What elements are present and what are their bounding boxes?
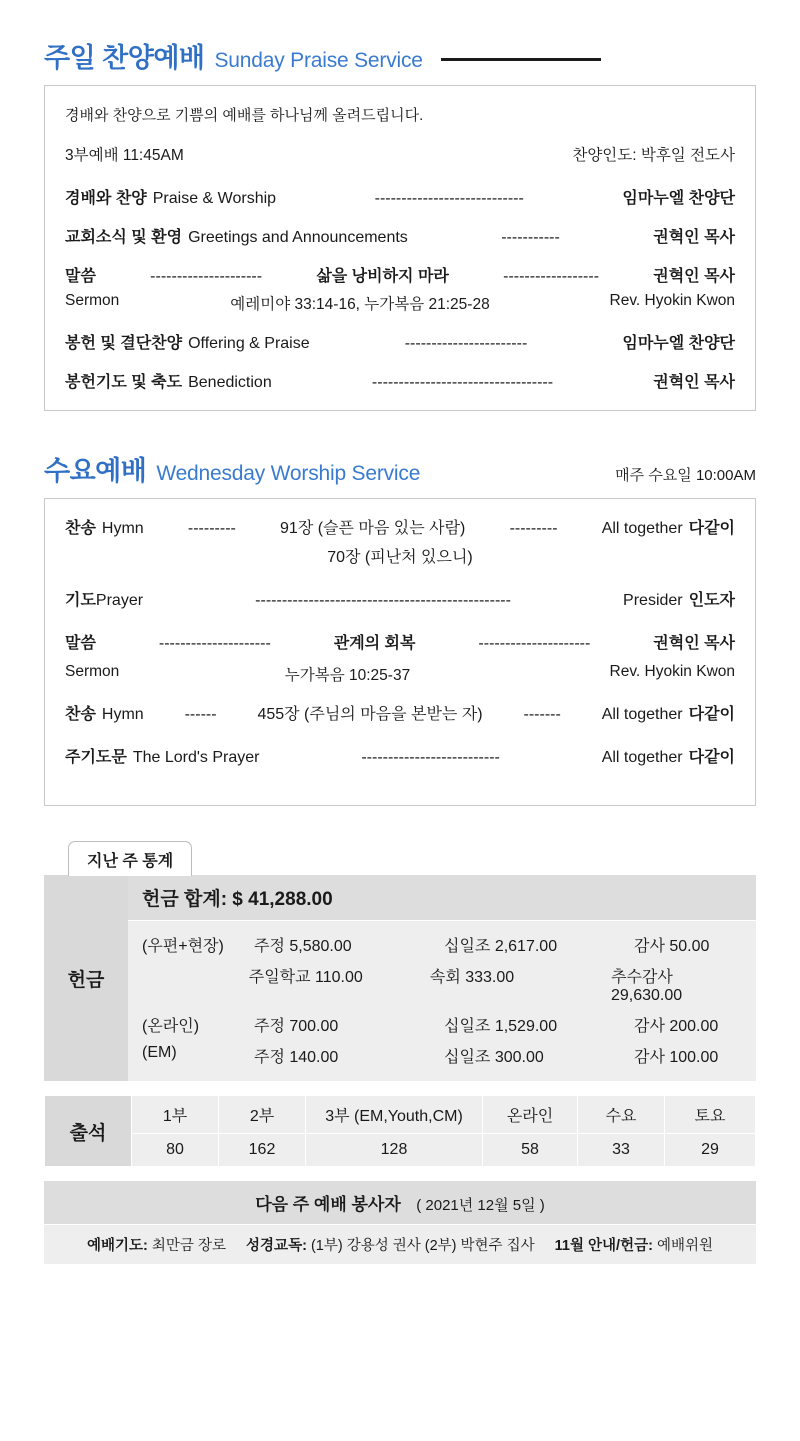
wed-sermon-dots1: --------------------- (158, 635, 271, 652)
stats-tab-label: 지난 주 통계 (68, 841, 192, 876)
sunday-service-box (44, 85, 756, 411)
attendance-side-label: 출석 (45, 1096, 132, 1167)
sunday-sermon-label: Sermon (65, 292, 120, 309)
volunteers-title-row (44, 1181, 756, 1225)
attendance-header-cell: 토요 (665, 1096, 756, 1134)
volunteer-value-usher: 예배위원 (656, 1238, 713, 1254)
offering-row-c3: 감사 50.00 (634, 938, 710, 955)
wed-hymn2-en: Hymn (101, 706, 144, 723)
wed-hymn1-continued: 70장 (피난처 있으니) (327, 549, 473, 566)
sunday-service-heading (44, 36, 756, 75)
order-item-greetings-who: 권혁인 목사 (653, 229, 735, 246)
order-item-sermon-dots1: --------------------- (150, 268, 263, 285)
order-item-greetings-ko: 교회소식 및 환영 (65, 229, 183, 246)
order-item-praise-ko: 경배와 찬양 (65, 190, 147, 207)
offering-row-c2: 십일조 1,529.00 (444, 1018, 558, 1035)
volunteers-title: 다음 주 예배 봉사자 (255, 1195, 401, 1214)
offering-row-key: (우편+현장) (142, 938, 224, 955)
wed-lords-prayer-who-ko: 다같이 (688, 749, 735, 766)
wednesday-time-note: 매주 수요일 10:00AM (615, 467, 756, 484)
heading-rule (441, 58, 601, 61)
order-item-sermon-dots2: ------------------ (503, 268, 600, 285)
sunday-praise-leader: 찬양인도: 박후일 전도사 (572, 147, 735, 164)
wed-item-sermon (65, 630, 735, 653)
order-item-greetings-dots: ----------- (501, 229, 560, 246)
offering-table (44, 875, 756, 1081)
sunday-sermon-scripture: 예레미야 33:14-16, 누가복음 21:25-28 (230, 296, 490, 313)
order-item-benediction (65, 369, 735, 392)
order-item-sermon-title: 삶을 낭비하지 마라 (316, 268, 449, 285)
wed-hymn2-dots2: ------- (523, 706, 561, 723)
attendance-header-cell: 1부 (132, 1096, 219, 1134)
stats-section (44, 840, 756, 1264)
wednesday-title-en: Wednesday Worship Service (156, 462, 421, 485)
wed-prayer-dots: ------------------------------------------------ (255, 592, 511, 609)
offering-row-key: (EM) (142, 1044, 177, 1061)
wed-sermon-who: 권혁인 목사 (653, 635, 736, 652)
order-item-benediction-en: Benediction (188, 374, 272, 391)
order-item-benediction-dots: ---------------------------------- (371, 374, 554, 391)
wed-item-hymn2 (65, 701, 735, 724)
order-item-greetings (65, 224, 735, 247)
volunteers-section (44, 1181, 756, 1264)
offering-row-c3: 추수감사 29,630.00 (610, 969, 683, 1004)
sunday-intro-text: 경배와 찬양으로 기쁨의 예배를 하나님께 올려드립니다. (65, 107, 424, 124)
offering-row-c2: 십일조 300.00 (444, 1049, 544, 1066)
order-item-praise-who: 임마누엘 찬양단 (622, 190, 735, 207)
wed-lords-prayer-en: The Lord's Prayer (132, 749, 260, 766)
offering-rows (128, 921, 756, 1081)
wed-prayer-who-en: Presider (623, 592, 683, 609)
attendance-table (44, 1095, 756, 1167)
attendance-header-cell: 3부 (EM,Youth,CM) (306, 1096, 483, 1134)
sunday-sermon-detail (65, 292, 735, 314)
attendance-header-cell: 수요 (578, 1096, 665, 1134)
attendance-header-cell: 온라인 (483, 1096, 578, 1134)
wed-hymn1-who-ko: 다같이 (688, 520, 736, 537)
wed-hymn1-dots2: --------- (509, 520, 558, 537)
wed-lords-prayer-who-en: All together (601, 749, 683, 766)
wed-hymn2-ko: 찬송 (65, 706, 96, 723)
volunteer-value-scripture: (1부) 강용성 권사 (2부) 박현주 집사 (310, 1238, 535, 1254)
order-item-praise (65, 185, 735, 208)
sunday-sermon-preacher: Rev. Hyokin Kwon (609, 292, 735, 309)
sunday-service-time: 3부예배 11:45AM (65, 147, 184, 164)
wed-prayer-who-ko: 인도자 (688, 592, 735, 609)
wed-item-hymn1 (65, 515, 735, 538)
offering-row-c3: 감사 100.00 (634, 1049, 719, 1066)
wed-hymn2-title: 455장 (주님의 마음을 본받는 자) (257, 706, 483, 723)
order-item-offering-who: 임마누엘 찬양단 (622, 335, 735, 352)
offering-row (142, 929, 742, 960)
wednesday-service-heading (44, 449, 756, 488)
wed-item-prayer (65, 587, 735, 610)
offering-row-c2: 십일조 2,617.00 (444, 938, 558, 955)
volunteers-date: ( 2021년 12월 5일 ) (416, 1197, 545, 1214)
wed-hymn1-title: 91장 (슬픈 마음 있는 사람) (280, 520, 466, 537)
wed-hymn2-who-en: All together (601, 706, 683, 723)
volunteer-label-scripture: 성경교독: (246, 1238, 307, 1254)
offering-row-key: (온라인) (142, 1018, 200, 1035)
attendance-value-cell: 58 (483, 1134, 578, 1167)
attendance-value-cell: 33 (578, 1134, 665, 1167)
wed-sermon-title: 관계의 회복 (333, 635, 416, 652)
volunteers-body (44, 1225, 756, 1264)
order-item-offering (65, 330, 735, 353)
volunteer-label-usher: 11월 안내/헌금: (554, 1238, 653, 1254)
offering-row-c1: 주정 5,580.00 (254, 938, 352, 955)
wed-prayer-en: Prayer (95, 592, 144, 609)
offering-row (142, 1009, 742, 1040)
offering-row (142, 960, 742, 1009)
attendance-value-row (45, 1134, 756, 1167)
attendance-value-cell: 162 (219, 1134, 306, 1167)
order-item-praise-en: Praise & Worship (152, 190, 277, 207)
order-item-offering-dots: ----------------------- (404, 335, 528, 352)
offering-row-c1: 주일학교 110.00 (248, 969, 363, 986)
wed-hymn1-ko: 찬송 (65, 520, 96, 537)
wed-sermon-scripture: 누가복음 10:25-37 (284, 667, 411, 684)
attendance-section (44, 1095, 756, 1167)
attendance-value-cell: 29 (665, 1134, 756, 1167)
wednesday-service-box (44, 498, 756, 806)
attendance-value-cell: 80 (132, 1134, 219, 1167)
wed-hymn2-who-ko: 다같이 (688, 706, 735, 723)
attendance-header-cell: 2부 (219, 1096, 306, 1134)
offering-row-c1: 주정 140.00 (254, 1049, 339, 1066)
attendance-value-cell: 128 (306, 1134, 483, 1167)
order-item-greetings-en: Greetings and Announcements (188, 229, 408, 246)
wed-hymn1-dots1: --------- (187, 520, 236, 537)
offering-row-c3: 감사 200.00 (634, 1018, 719, 1035)
wednesday-title-ko: 수요예배 (44, 456, 147, 486)
wed-hymn1-en: Hymn (101, 520, 144, 537)
sunday-time-row (65, 143, 735, 165)
wed-sermon-ko: 말씀 (65, 635, 96, 652)
offering-side-label: 헌금 (44, 875, 128, 1081)
sunday-title-ko: 주일 찬양예배 (44, 43, 205, 73)
volunteer-value-prayer: 최만금 장로 (151, 1238, 226, 1254)
order-item-sermon-ko: 말씀 (65, 268, 96, 285)
volunteer-label-prayer: 예배기도: (87, 1238, 148, 1254)
offering-row-c2: 속회 333.00 (429, 969, 515, 986)
offering-row (142, 1040, 742, 1071)
wed-sermon-dots2: --------------------- (478, 635, 591, 652)
wed-sermon-detail (65, 663, 735, 685)
sunday-title-en: Sunday Praise Service (214, 49, 423, 72)
wed-sermon-preacher: Rev. Hyokin Kwon (609, 663, 735, 680)
wed-hymn1-who-en: All together (601, 520, 683, 537)
wed-prayer-ko: 기도 (65, 592, 96, 609)
wed-hymn2-dots1: ------ (184, 706, 217, 723)
offering-row-c1: 주정 700.00 (254, 1018, 339, 1035)
order-item-praise-dots: ---------------------------- (374, 190, 524, 207)
order-item-offering-en: Offering & Praise (188, 335, 310, 352)
offering-row-key (142, 964, 249, 1005)
wed-sermon-label: Sermon (65, 663, 120, 680)
order-item-benediction-ko: 봉헌기도 및 축도 (65, 374, 183, 391)
order-item-offering-ko: 봉헌 및 결단찬양 (65, 335, 183, 352)
wed-lords-prayer-ko: 주기도문 (65, 749, 127, 766)
order-item-sermon-who: 권혁인 목사 (653, 268, 735, 285)
offering-body (128, 875, 756, 1081)
order-item-sermon (65, 263, 735, 286)
wed-item-lords-prayer (65, 744, 735, 767)
attendance-header-row (45, 1096, 756, 1134)
order-item-benediction-who: 권혁인 목사 (653, 374, 735, 391)
offering-total: 헌금 합계: $ 41,288.00 (128, 875, 756, 921)
wed-lords-prayer-dots: -------------------------- (361, 749, 500, 766)
